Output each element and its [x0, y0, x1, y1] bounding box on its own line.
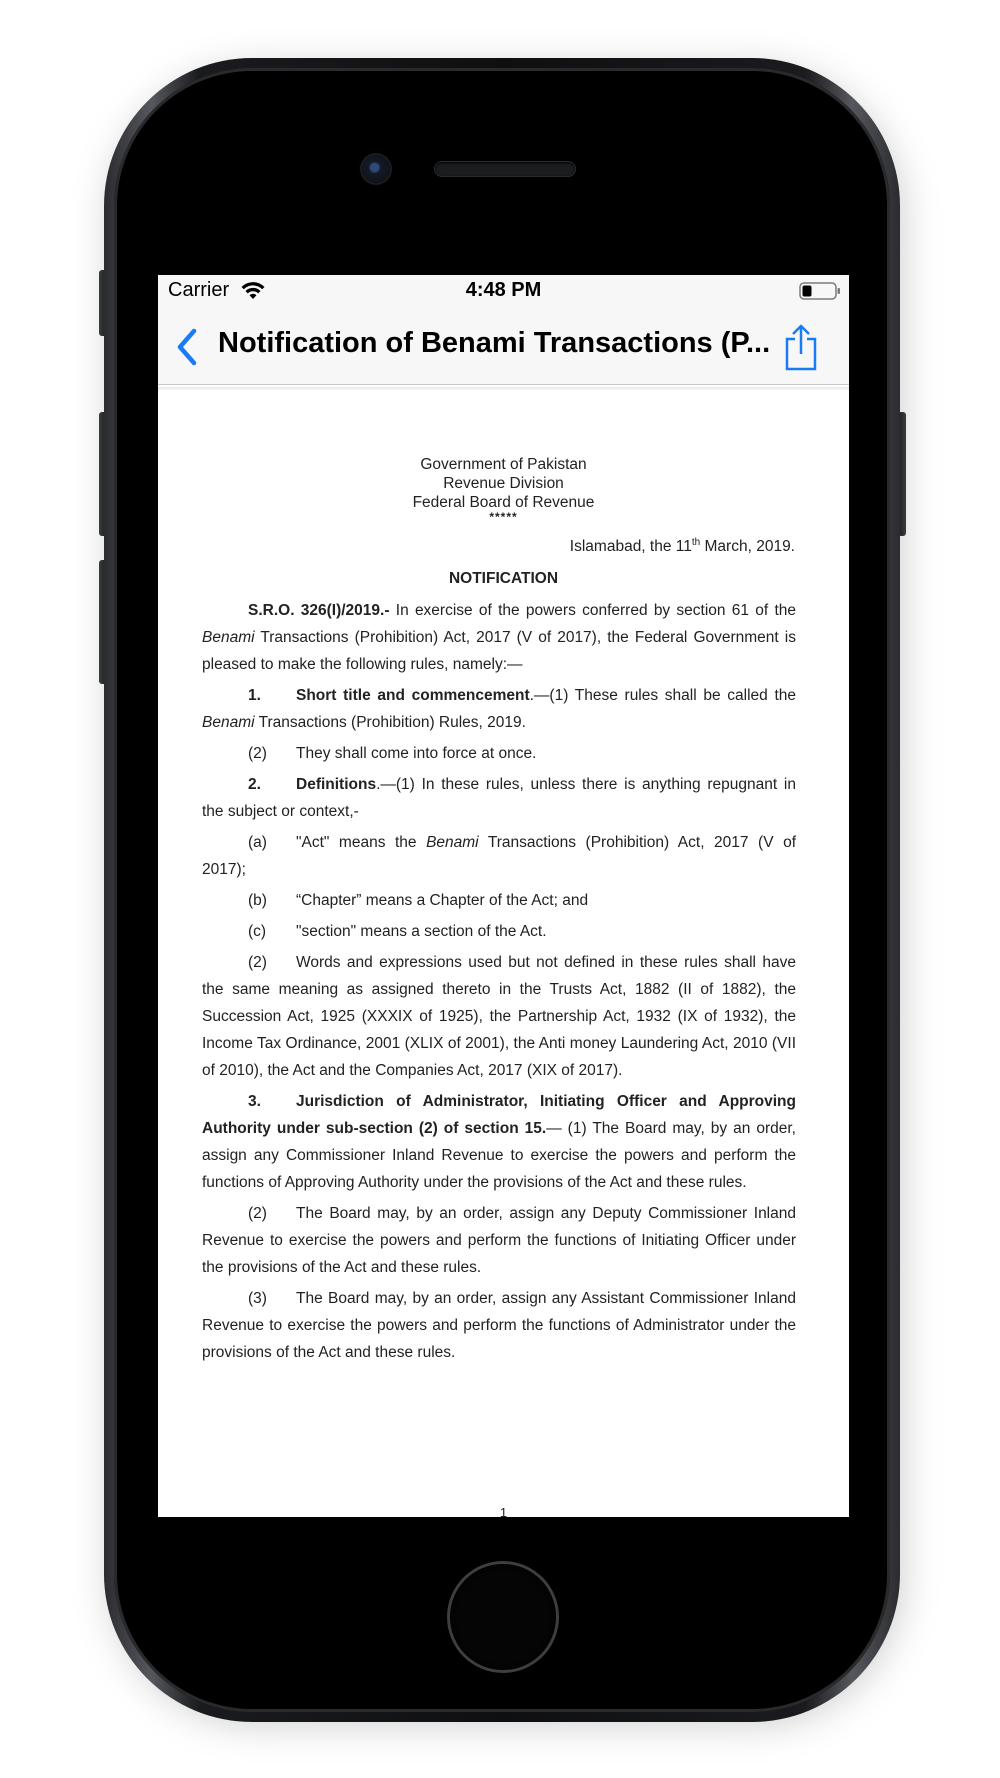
date-superscript: th: [691, 537, 701, 548]
rule-text: .—(1) These rules shall be called the: [529, 687, 796, 704]
rule-text: "section" means a section of the Act.: [296, 923, 547, 940]
rule-text: The Board may, by an order, assign any Deputy Commissioner Inland Revenue to exercise the powers and perform the functions of Initiating Officer under the provisions of the Act and these rules.: [202, 1205, 796, 1276]
pdf-page[interactable]: [158, 387, 849, 1517]
document-body: [202, 597, 796, 1370]
status-bar: [158, 275, 849, 307]
benami-term: Benami: [426, 834, 479, 851]
rule-heading: Short title and commencement: [296, 687, 530, 704]
rule-text: Words and expressions used but not defined in these rules shall have the same meaning as assigned thereto in the Trusts Act, 1882 (II of 1882), the Succession Act, 1925 (XXXIX of 1925), the Partnership Act, 1932 (IX of 1932), the Income Tax Ordinance, 2001 (XLIX of 2001), the Anti money Laundering Act, 2010 (VII of 2010), the Act and the Companies Act, 2017 (XIX of 2017).: [202, 954, 796, 1079]
chevron-left-icon[interactable]: [174, 327, 200, 367]
subrule-number: (2): [248, 954, 267, 971]
sro-label: S.R.O. 326(I)/2019.-: [248, 602, 390, 619]
sro-text: Transactions (Prohibition) Act, 2017 (V of 2017), the Federal Government is pleased to make the following rules, namely:—: [202, 629, 796, 673]
rule-1: [202, 682, 796, 736]
benami-term: Benami: [202, 629, 255, 646]
date-suffix: March, 2019.: [700, 538, 795, 556]
home-button[interactable]: [450, 1564, 556, 1670]
header-line: Government of Pakistan: [420, 456, 587, 473]
rule-2: [202, 771, 796, 825]
rule-number: 1.: [248, 687, 261, 704]
document-header: [158, 455, 849, 522]
rule-2-2: [202, 949, 796, 1084]
nav-title: Notification of Benami Transactions (P...: [218, 327, 771, 359]
rule-2-b: [202, 887, 796, 914]
front-camera: [362, 155, 390, 183]
page-number: 1: [499, 1505, 508, 1517]
carrier-label: Carrier: [168, 279, 230, 301]
rule-3-3: [202, 1285, 796, 1366]
rule-text: — (1) The Board may, by an order, assign any Commissioner Inland Revenue to exercise the powers and perform the functions of Approving Authority under the provisions of the Act and these rules.: [202, 1120, 796, 1191]
earpiece-speaker: [435, 162, 575, 176]
share-icon[interactable]: [783, 323, 819, 371]
rule-heading: Jurisdiction of Administrator, Initiating Officer and Approving Authority under sub-section (2) of section 15.: [202, 1093, 796, 1137]
subrule-number: (2): [248, 1205, 267, 1222]
status-clock: 4:48 PM: [465, 279, 542, 301]
subrule-number: (b): [248, 892, 267, 909]
rule-text: Transactions (Prohibition) Rules, 2019.: [254, 714, 526, 731]
benami-term: Benami: [202, 714, 255, 731]
rule-number: 2.: [248, 776, 261, 793]
header-stars: *****: [489, 510, 518, 524]
rule-1-2: [202, 740, 796, 767]
date-prefix: Islamabad, the 11: [569, 538, 692, 556]
header-line: Federal Board of Revenue: [412, 494, 595, 511]
sro-paragraph: [202, 597, 796, 678]
navigation-bar: [158, 307, 849, 385]
subrule-number: (c): [248, 923, 267, 940]
rule-heading: Definitions: [296, 776, 377, 793]
subrule-number: (3): [248, 1290, 267, 1307]
subrule-number: (a): [248, 834, 267, 851]
rule-text: The Board may, by an order, assign any Assistant Commissioner Inland Revenue to exercise the powers and perform the functions of Administrator under the provisions of the Act and these rules.: [202, 1290, 796, 1361]
battery-low-icon: [799, 282, 841, 300]
rule-text: They shall come into force at once.: [296, 745, 537, 762]
sro-text: In exercise of the powers conferred by section 61 of the: [389, 602, 797, 619]
rule-text: “Chapter” means a Chapter of the Act; and: [296, 892, 589, 909]
rule-text: "Act" means the: [296, 834, 427, 851]
notification-title: NOTIFICATION: [448, 570, 559, 587]
rule-3: [202, 1088, 796, 1196]
rule-text: Transactions (Prohibition) Act, 2017 (V of 2017);: [202, 834, 796, 878]
date-line: [570, 537, 795, 556]
screen: [158, 275, 849, 1517]
rule-2-c: [202, 918, 796, 945]
header-line: Revenue Division: [443, 475, 564, 492]
rule-2-a: [202, 829, 796, 883]
rule-text: .—(1) In these rules, unless there is anything repugnant in the subject or context,-: [202, 776, 796, 820]
rule-3-2: [202, 1200, 796, 1281]
rule-number: 3.: [248, 1093, 261, 1110]
subrule-number: (2): [248, 745, 267, 762]
